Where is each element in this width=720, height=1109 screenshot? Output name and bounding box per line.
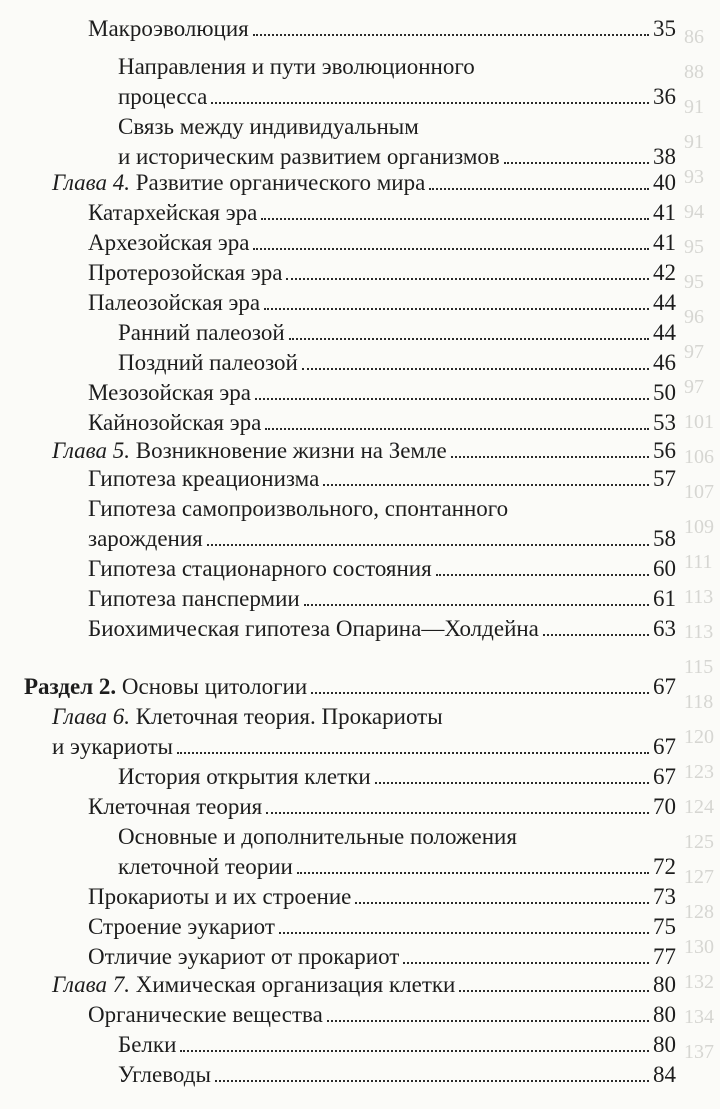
toc-entry-title: Кайнозойская эра	[88, 410, 262, 435]
dot-leader	[253, 248, 649, 250]
toc-entry	[118, 112, 676, 172]
bleed-through-number: 97	[684, 341, 704, 363]
toc-entry	[118, 762, 676, 792]
toc-entry-line	[88, 584, 676, 614]
toc-entry-line	[118, 82, 676, 112]
toc-entry-title: Направления и пути эволюционного	[118, 54, 475, 79]
toc-entry-title: Глава 6. Клеточная теория. Прокариоты	[52, 704, 443, 729]
toc-entry-line	[88, 14, 676, 44]
toc-entry-line	[88, 912, 676, 942]
toc-entry-line	[88, 494, 676, 524]
toc-entry-line	[88, 792, 676, 822]
toc-entry-line	[88, 942, 676, 972]
toc-entry	[88, 584, 676, 614]
toc-entry-line	[88, 524, 676, 554]
dot-leader	[355, 902, 649, 904]
page-number: 84	[653, 1062, 676, 1087]
toc-entry	[52, 702, 676, 762]
toc-entry-title: Ранний палеозой	[118, 320, 285, 345]
toc-entry-title: Белки	[118, 1032, 177, 1057]
chapter-label: Глава 6.	[52, 704, 130, 729]
section-label: Раздел 2.	[24, 674, 117, 699]
bleed-through-number: 95	[684, 271, 704, 293]
toc-entry-line	[118, 112, 676, 142]
toc-entry-title: и эукариоты	[52, 734, 173, 759]
toc-entry-title: процесса	[118, 84, 208, 109]
toc-entry-line	[52, 732, 676, 762]
toc-entry-line	[88, 198, 676, 228]
bleed-through-number: 96	[684, 306, 704, 328]
toc-entry-title: Глава 4. Развитие органического мира	[52, 170, 426, 195]
bleed-through-number: 132	[684, 971, 714, 993]
toc-entry	[88, 378, 676, 408]
toc-entry-title: Поздний палеозой	[118, 350, 298, 375]
toc-entry	[88, 882, 676, 912]
page-number: 67	[653, 674, 676, 699]
toc-entry	[24, 672, 676, 702]
bleed-through-number: 91	[684, 96, 704, 118]
dot-leader	[375, 782, 649, 784]
page-number: 50	[653, 380, 676, 405]
toc-entry	[88, 1000, 676, 1030]
toc-entry-title: Мезозойская эра	[88, 380, 251, 405]
dot-leader	[180, 1050, 649, 1052]
toc-entry	[88, 614, 676, 644]
toc-entry-line	[88, 464, 676, 494]
page-number: 38	[653, 144, 676, 169]
toc-entry	[118, 822, 676, 882]
toc-entry-title: Макроэволюция	[88, 16, 249, 41]
dot-leader	[289, 338, 649, 340]
page-number: 35	[653, 16, 676, 41]
page-number: 80	[653, 1032, 676, 1057]
page-number: 53	[653, 410, 676, 435]
toc-entry	[88, 14, 676, 44]
bleed-through-number: 106	[684, 446, 714, 468]
dot-leader	[253, 34, 649, 36]
toc-entry-title: Гипотеза панспермии	[88, 586, 300, 611]
page-number: 57	[653, 466, 676, 491]
toc-entry-line	[118, 348, 676, 378]
toc-entry-line	[88, 258, 676, 288]
toc-entry-title: клеточной теории	[118, 854, 293, 879]
toc-entry-title: Глава 5. Возникновение жизни на Земле	[52, 438, 447, 463]
dot-leader	[429, 188, 649, 190]
bleed-through-number: 125	[684, 831, 714, 853]
toc-entry	[88, 198, 676, 228]
toc-entry-line	[88, 1000, 676, 1030]
page-number: 63	[653, 616, 676, 641]
dot-leader	[302, 368, 649, 370]
toc-entry-line	[118, 1030, 676, 1060]
toc-entry	[118, 1030, 676, 1060]
dot-leader	[459, 990, 649, 992]
bleed-through-number: 107	[684, 481, 714, 503]
toc-entry	[118, 348, 676, 378]
page-number: 61	[653, 586, 676, 611]
bleed-through-number: 113	[684, 621, 714, 643]
toc-entry-title: зарождения	[88, 526, 203, 551]
bleed-through-number: 101	[684, 411, 714, 433]
toc-entry-line	[118, 822, 676, 852]
page-number: 46	[653, 350, 676, 375]
page-number: 56	[653, 438, 676, 463]
bleed-through-number: 115	[684, 656, 714, 678]
dot-leader	[207, 544, 649, 546]
toc-entry-line	[52, 970, 676, 1000]
dot-leader	[327, 1020, 649, 1022]
page-number: 70	[653, 794, 676, 819]
toc-entry-line	[118, 762, 676, 792]
chapter-label: Глава 7.	[52, 972, 130, 997]
dot-leader	[255, 398, 649, 400]
bleed-through-number: 134	[684, 1006, 714, 1028]
dot-leader	[323, 484, 649, 486]
toc-entry-line	[118, 318, 676, 348]
toc-entry-line	[88, 882, 676, 912]
toc-entry	[88, 228, 676, 258]
toc-entry-line	[88, 614, 676, 644]
page-number: 80	[653, 972, 676, 997]
toc-entry-title: Углеводы	[118, 1062, 211, 1087]
page-number: 58	[653, 526, 676, 551]
dot-leader	[403, 962, 649, 964]
dot-leader	[504, 162, 649, 164]
page-number: 75	[653, 914, 676, 939]
toc-entry	[88, 942, 676, 972]
bleed-through-number: 111	[684, 551, 713, 573]
toc-entry-line	[118, 852, 676, 882]
toc-entry-line	[118, 52, 676, 82]
dot-leader	[279, 932, 649, 934]
toc-entry	[88, 288, 676, 318]
dot-leader	[266, 812, 649, 814]
page-number: 60	[653, 556, 676, 581]
toc-entry-line	[88, 288, 676, 318]
chapter-label: Глава 4.	[52, 170, 130, 195]
toc-entry	[88, 912, 676, 942]
toc-entry-line	[88, 408, 676, 438]
bleed-through-number: 130	[684, 936, 714, 958]
toc-entry	[88, 258, 676, 288]
bleed-through-number: 88	[684, 61, 704, 83]
toc-entry	[52, 436, 676, 466]
toc-entry-line	[88, 378, 676, 408]
toc-entry-line	[88, 228, 676, 258]
toc-entry-line	[52, 168, 676, 198]
toc-entry	[118, 52, 676, 112]
page-number: 40	[653, 170, 676, 195]
toc-entry-title: Гипотеза креационизма	[88, 466, 320, 491]
bleed-through-number: 91	[684, 131, 704, 153]
toc-entry-title: История открытия клетки	[118, 764, 371, 789]
toc-entry-title: Отличие эукариот от прокариот	[88, 944, 400, 969]
bleed-through-number: 94	[684, 201, 704, 223]
toc-entry-title: Глава 7. Химическая организация клетки	[52, 972, 456, 997]
dot-leader	[261, 218, 649, 220]
bleed-through-number: 109	[684, 516, 714, 538]
toc-entry	[52, 970, 676, 1000]
toc-entry-title: Связь между индивидуальным	[118, 114, 419, 139]
toc-entry	[88, 464, 676, 494]
toc-entry	[118, 318, 676, 348]
toc-entry-line	[52, 702, 676, 732]
bleed-through-number: 120	[684, 726, 714, 748]
toc-entry	[88, 792, 676, 822]
dot-leader	[211, 102, 649, 104]
page-number: 77	[653, 944, 676, 969]
bleed-through-number: 123	[684, 761, 714, 783]
page-number: 72	[653, 854, 676, 879]
toc-entry-title: Основные и дополнительные положения	[118, 824, 517, 849]
dot-leader	[177, 752, 649, 754]
bleed-through-number: 97	[684, 376, 704, 398]
bleed-through-number: 95	[684, 236, 704, 258]
toc-entry-title: Протерозойская эра	[88, 260, 283, 285]
page-number: 80	[653, 1002, 676, 1027]
dot-leader	[265, 428, 649, 430]
page-number: 41	[653, 230, 676, 255]
toc-entry-title: Органические вещества	[88, 1002, 323, 1027]
toc-entry	[88, 554, 676, 584]
page-number: 67	[653, 764, 676, 789]
bleed-through-number: 86	[684, 26, 704, 48]
page-number: 44	[653, 290, 676, 315]
page-number: 67	[653, 734, 676, 759]
chapter-label: Глава 5.	[52, 438, 130, 463]
toc-entry	[88, 494, 676, 554]
toc-entry-line	[24, 672, 676, 702]
page-number: 36	[653, 84, 676, 109]
page-number: 44	[653, 320, 676, 345]
toc-entry-title: и историческим развитием организмов	[118, 144, 500, 169]
toc-entry	[52, 168, 676, 198]
toc-entry-title: Гипотеза стационарного состояния	[88, 556, 432, 581]
toc-entry-line	[88, 554, 676, 584]
dot-leader	[215, 1080, 649, 1082]
page-number: 41	[653, 200, 676, 225]
dot-leader	[286, 278, 649, 280]
dot-leader	[297, 872, 649, 874]
toc-entry	[88, 408, 676, 438]
bleed-through-number: 128	[684, 901, 714, 923]
dot-leader	[311, 692, 649, 694]
toc-entry-title: Биохимическая гипотеза Опарина—Холдейна	[88, 616, 539, 641]
bleed-through-number: 124	[684, 796, 714, 818]
toc-entry-title: Раздел 2. Основы цитологии	[24, 674, 308, 699]
toc-entry-title: Палеозойская эра	[88, 290, 261, 315]
bleed-through-number: 113	[684, 586, 714, 608]
dot-leader	[264, 308, 649, 310]
toc-entry-line	[52, 436, 676, 466]
toc-entry-line	[118, 1060, 676, 1090]
toc-entry-title: Прокариоты и их строение	[88, 884, 352, 909]
toc-entry-title: Строение эукариот	[88, 914, 275, 939]
page-number: 42	[653, 260, 676, 285]
bleed-through-number: 137	[684, 1041, 714, 1063]
bleed-through-number: 93	[684, 166, 704, 188]
dot-leader	[451, 456, 649, 458]
dot-leader	[304, 604, 649, 606]
bleed-through-number: 127	[684, 866, 714, 888]
toc-entry-title: Архезойская эра	[88, 230, 250, 255]
page-number: 73	[653, 884, 676, 909]
toc-entry-title: Клеточная теория	[88, 794, 263, 819]
toc-entry-title: Катархейская эра	[88, 200, 258, 225]
bleed-through-number: 118	[684, 691, 714, 713]
dot-leader	[436, 574, 649, 576]
dot-leader	[543, 634, 649, 636]
toc-entry-title: Гипотеза самопроизвольного, спонтанного	[88, 496, 509, 521]
toc-entry	[118, 1060, 676, 1090]
